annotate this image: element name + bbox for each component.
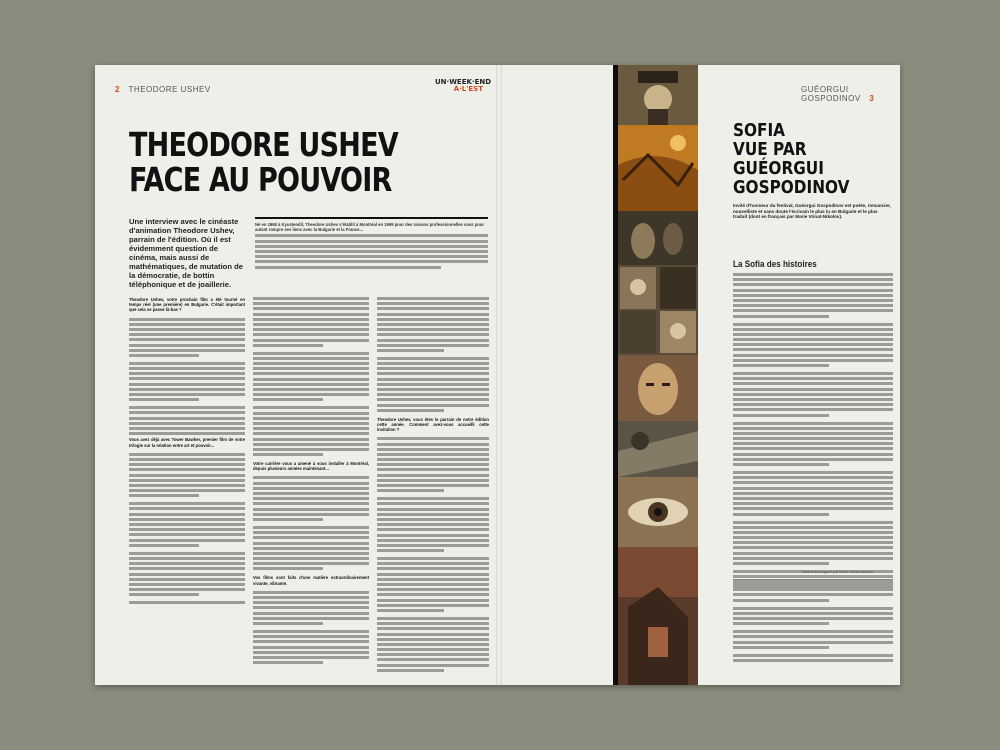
body-text-line: [253, 367, 369, 370]
body-text-line: [733, 447, 893, 450]
body-text-line: [377, 658, 489, 661]
body-text-line: [733, 453, 893, 456]
body-text-line: [253, 307, 369, 310]
running-header: THEODORE USHEV: [128, 85, 211, 94]
body-text-line: [733, 408, 893, 411]
body-text-line: [733, 382, 893, 385]
question-5: Theodore Ushev, vous êtes le parrain de notre édition cette année. Comment avez-vous accueilli cette invitation ?: [377, 416, 489, 433]
body-text-line: [733, 333, 893, 336]
body-text-line: [733, 338, 893, 341]
body-text-line: [129, 507, 245, 510]
title-line-2: VUE PAR: [733, 139, 807, 160]
intro-paragraph: [255, 217, 488, 271]
body-text-line: [733, 492, 893, 495]
body-text-line: [733, 294, 893, 297]
footnote-rule: [733, 579, 893, 580]
body-text-line: [733, 422, 893, 425]
body-text-line: [253, 357, 369, 360]
body-text-line: [733, 463, 829, 466]
body-text-line: [377, 437, 489, 440]
body-text-line: [733, 531, 893, 534]
body-text-line: [253, 302, 369, 305]
body-text-line: [253, 542, 369, 545]
question-2: Vous avez déjà avec Tower Bawher, premier film de votre trilogie sur la relation entre art et pouvoir...: [129, 437, 245, 448]
body-text-line: [733, 588, 893, 591]
body-text-line: [129, 411, 245, 414]
body-text-line: [733, 427, 893, 430]
body-text-line: [377, 383, 489, 386]
body-text-line: [253, 622, 323, 625]
body-text-line: [253, 297, 369, 300]
body-text-line: [733, 359, 893, 362]
body-text-line: [733, 654, 893, 657]
body-text-line: [129, 601, 245, 604]
body-text-line: [377, 339, 489, 342]
body-text-line: [253, 378, 369, 381]
body-text-line: [377, 357, 489, 360]
body-text-line: [377, 638, 489, 641]
body-text-line: [129, 417, 245, 420]
pic-man-hat: [618, 65, 698, 125]
body-text-line: [377, 393, 489, 396]
left-folio: [115, 85, 211, 94]
body-text-line: [733, 432, 893, 435]
body-text-line: [733, 273, 893, 276]
body-text-line: [377, 648, 489, 651]
body-text-line: [733, 278, 893, 281]
body-text-line: [733, 507, 893, 510]
body-text-line: [129, 427, 245, 430]
body-text-line: [377, 479, 489, 482]
body-text-line: [377, 544, 489, 547]
body-text-line: [733, 622, 829, 625]
title-line-1: THEODORE USHEV: [129, 125, 398, 164]
right-page: [501, 65, 900, 685]
festival-logo: [435, 78, 492, 93]
body-text-line: [377, 302, 489, 305]
body-text-line: [253, 601, 369, 604]
body-text-line: [129, 338, 245, 341]
body-text-line: [253, 453, 323, 456]
body-text-line: [733, 315, 829, 318]
pic-eye: [618, 477, 698, 547]
body-text-line: [733, 323, 893, 326]
body-text-line: [129, 383, 245, 386]
body-text-line: [129, 484, 245, 487]
title-line-3: GUÉORGUI: [733, 158, 824, 179]
body-text-line: [377, 489, 444, 492]
body-text-line: [253, 383, 369, 386]
body-text-line: [377, 588, 489, 591]
body-text-line: [377, 372, 489, 375]
body-text-line: [129, 533, 245, 536]
intro-paragraph: Invité d'honneur du festival, Guéorgui Gospodinov est poète, romancier, nouvelliste et sans doute l'écrivain le plus lu en Bulgarie et le plus traduit (dont en français par Marie Vrinat-Nikolov).: [733, 203, 891, 220]
body-text-line: [129, 406, 245, 409]
body-text-line: [377, 468, 489, 471]
body-text-line: [377, 378, 489, 381]
body-text-line: [377, 443, 489, 446]
body-text-line: [733, 481, 893, 484]
body-text-line: [733, 299, 893, 302]
body-text-line: [253, 372, 369, 375]
translation-credit: Traduit du bulgare par Marie Vrinat-Nikolov: [801, 570, 874, 574]
body-text-line: [253, 393, 369, 396]
pic-abstract: [618, 421, 698, 477]
body-text-line: [733, 414, 829, 417]
body-text-line: [253, 313, 369, 316]
body-text-line: [733, 630, 893, 633]
body-text-line: [377, 578, 489, 581]
body-text-line: [253, 492, 369, 495]
body-text-line: [377, 549, 444, 552]
body-text-line: [733, 393, 893, 396]
body-text-line: [253, 656, 369, 659]
page-number: 3: [869, 94, 875, 103]
body-text-line: [129, 523, 245, 526]
body-text-line: [129, 349, 245, 352]
body-text-line: [377, 528, 489, 531]
question-3: Votre carrière vous a amené à vous installer à Montréal, depuis plusieurs années maintenant...: [253, 461, 369, 472]
body-text-line: [253, 536, 369, 539]
body-text-line: [733, 471, 893, 474]
body-text-line: [377, 573, 489, 576]
body-text-line: [129, 544, 199, 547]
body-text-line: [733, 289, 893, 292]
body-text-line: [733, 283, 893, 286]
body-text-line: [129, 318, 245, 321]
body-text-line: [253, 333, 369, 336]
body-text-line: [129, 557, 245, 560]
body-text-line: [377, 297, 489, 300]
body-text-line: [733, 458, 893, 461]
body-text-line: [253, 606, 369, 609]
body-text-line: [733, 502, 893, 505]
body-text-line: [733, 398, 893, 401]
body-text-line: [253, 635, 369, 638]
body-text-line: [253, 630, 369, 633]
body-text-line: [377, 474, 489, 477]
body-text-line: [733, 641, 893, 644]
body-text-line: [377, 567, 489, 570]
body-text-line: [253, 362, 369, 365]
body-text-line: [377, 508, 489, 511]
body-text-line: [377, 617, 489, 620]
section-subhead: La Sofia des histoires: [733, 259, 817, 269]
body-text-line: [377, 557, 489, 560]
body-text-line: [377, 313, 489, 316]
body-text-line: [253, 651, 369, 654]
body-text-line: [377, 523, 489, 526]
body-text-line: [253, 412, 369, 415]
body-text-line: [129, 479, 245, 482]
body-text-line: [377, 367, 489, 370]
magazine-spread: [95, 65, 900, 685]
body-text-line: [253, 323, 369, 326]
body-text-line: [733, 388, 893, 391]
body-text-line: [129, 474, 245, 477]
body-text-line: [253, 508, 369, 511]
body-text-line: [253, 640, 369, 643]
body-text-line: [253, 417, 369, 420]
body-text-line: [377, 669, 444, 672]
body-text-line: [129, 367, 245, 370]
running-header: GUÉORGUI GOSPODINOV: [801, 85, 861, 103]
body-text-line: [377, 593, 489, 596]
body-text-line: [129, 562, 245, 565]
body-text-line: [129, 463, 245, 466]
body-text-line: [377, 453, 489, 456]
body-text-line: [377, 349, 444, 352]
title-line-1: SOFIA: [733, 120, 786, 141]
question-4: Vos films sont faits d'une matière extraordinairement vivante, vibrante.: [253, 575, 369, 586]
body-text-line: [253, 487, 369, 490]
body-text-line: [377, 627, 489, 630]
body-text-line: [129, 344, 245, 347]
body-text-line: [129, 372, 245, 375]
body-text-line: [377, 502, 489, 505]
body-text-line: [733, 513, 829, 516]
body-text-line: [733, 593, 893, 596]
body-text-line: [129, 578, 245, 581]
body-text-line: [253, 398, 323, 401]
body-text-line: [129, 573, 245, 576]
body-text-line: [733, 476, 893, 479]
body-text-line: [253, 502, 369, 505]
body-text-line: [253, 526, 369, 529]
body-text-line: [377, 463, 489, 466]
column-3: [377, 297, 489, 675]
logo-line-2: À·L'EST: [453, 85, 483, 93]
body-text-line: [377, 458, 489, 461]
body-text-line: [377, 604, 489, 607]
left-page: [95, 65, 497, 685]
column-2: [253, 297, 369, 675]
body-text-line: [129, 539, 245, 542]
body-text-line: [733, 364, 829, 367]
body-text-line: [377, 539, 489, 542]
body-text-line: [129, 377, 245, 380]
body-text-line: [253, 476, 369, 479]
body-text-line: [733, 526, 893, 529]
body-text-line: [377, 534, 489, 537]
body-text-line: [253, 557, 369, 560]
body-text-line: [129, 468, 245, 471]
body-text-line: [377, 328, 489, 331]
title-line-2: FACE AU POUVOIR: [129, 160, 392, 199]
body-text-line: [253, 344, 323, 347]
body-text-line: [733, 562, 829, 565]
intro-text: Né en 1968 à Kyustendil, Theodore Ushev s'établit à Montréal en 1999 pour des raisons professionnelles sans pour autant rompre ses liens avec la Bulgarie et la France...: [255, 222, 485, 233]
body-text-line: [253, 438, 369, 441]
body-text-line: [253, 552, 369, 555]
body-text-line: [253, 422, 369, 425]
body-text-line: [377, 333, 489, 336]
body-text-line: [253, 518, 323, 521]
body-text-line: [377, 323, 489, 326]
pic-portraits-grid: [618, 265, 698, 355]
body-text-line: [733, 348, 893, 351]
body-text-line: [253, 432, 369, 435]
body-text-line: [129, 588, 245, 591]
body-text-line: [377, 448, 489, 451]
body-text-line: [129, 567, 245, 570]
page-number: 2: [115, 85, 120, 94]
body-text-line: [733, 583, 893, 586]
body-text-line: [377, 599, 489, 602]
body-text-line: [733, 487, 893, 490]
body-text-line: [253, 318, 369, 321]
body-text-line: [733, 521, 893, 524]
body-text-line: [377, 497, 489, 500]
body-text-line: [377, 583, 489, 586]
body-text-line: [129, 354, 199, 357]
body-text-line: [129, 458, 245, 461]
body-text-line: [377, 643, 489, 646]
body-text-line: [377, 484, 489, 487]
body-text-line: [733, 599, 829, 602]
title-line-4: GOSPODINOV: [733, 177, 850, 198]
body-text-line: [129, 593, 199, 596]
body-text-line: [377, 609, 444, 612]
body-text-line: [129, 489, 245, 492]
body-text-line: [733, 541, 893, 544]
body-text-line: [129, 333, 245, 336]
body-text-line: [733, 546, 893, 549]
body-text-line: [733, 372, 893, 375]
body-text-line: [253, 339, 369, 342]
body-text-line: [377, 388, 489, 391]
body-text-line: [253, 328, 369, 331]
pic-orange-field: [618, 125, 698, 211]
body-text-line: [733, 612, 893, 615]
pic-red-scene: [618, 547, 698, 685]
body-text-line: [733, 377, 893, 380]
body-text-line: [253, 406, 369, 409]
body-text-line: [733, 536, 893, 539]
body-text-line: [733, 557, 893, 560]
body-text-line: [129, 432, 245, 435]
body-text-line: [377, 664, 489, 667]
body-text-line: [129, 422, 245, 425]
body-text-line: [253, 482, 369, 485]
body-text-line: [377, 344, 489, 347]
body-text-line: [377, 653, 489, 656]
question-1: Theodore Ushev, votre prochain film a été tourné en temps réel (une première) en Bulgarie. C'était important que cela se passe là-bas ?: [129, 297, 245, 313]
body-text-line: [129, 502, 245, 505]
article-title: [129, 127, 424, 197]
body-text-line: [253, 567, 323, 570]
article-lede: Une interview avec le cinéaste d'animation Theodore Ushev, parrain de l'édition. Où il est évidemment question de cinéma, mais aussi de mathématiques, de mutation de la démocratie, de bottin téléphonique et de joaillerie.: [129, 217, 243, 289]
body-text-line: [733, 617, 893, 620]
body-text-line: [129, 328, 245, 331]
body-text-line: [129, 393, 245, 396]
body-text-line: [129, 518, 245, 521]
body-text-line: [377, 409, 444, 412]
body-text-line: [733, 309, 893, 312]
body-text-line: [129, 362, 245, 365]
body-text-line: [733, 635, 893, 638]
body-text-line: [733, 552, 893, 555]
body-text-line: [733, 343, 893, 346]
body-text-line: [733, 354, 893, 357]
logo-line-1: UN·WEEK·END: [435, 78, 492, 86]
artwork-strip: [618, 65, 698, 685]
body-text-line: [129, 323, 245, 326]
body-text-line: [733, 304, 893, 307]
body-text-line: [733, 497, 893, 500]
body-text-line: [733, 646, 829, 649]
body-text-line: [377, 404, 489, 407]
body-text-line: [253, 596, 369, 599]
body-text-line: [253, 591, 369, 594]
body-text-line: [733, 403, 893, 406]
body-text-line: [253, 562, 369, 565]
body-text-line: [129, 552, 245, 555]
body-text-line: [377, 622, 489, 625]
body-text-line: [129, 528, 245, 531]
body-text-line: [733, 575, 893, 578]
body-text-line: [253, 661, 323, 664]
article-title: [733, 121, 869, 197]
pic-dark-figures: [618, 211, 698, 265]
right-folio: [801, 85, 900, 103]
body-text-line: [253, 531, 369, 534]
body-text-line: [377, 362, 489, 365]
body-text-line: [377, 518, 489, 521]
body-text-line: [253, 443, 369, 446]
body-text-line: [129, 398, 199, 401]
body-text-line: [253, 646, 369, 649]
body-text-line: [253, 427, 369, 430]
body-text-line: [377, 513, 489, 516]
body-text-line: [733, 328, 893, 331]
body-text-line: [253, 513, 369, 516]
body-text-line: [253, 388, 369, 391]
body-text-line: [253, 497, 369, 500]
body-text-line: [733, 437, 893, 440]
body-text-line: [377, 307, 489, 310]
body-text-line: [377, 562, 489, 565]
body-text-line: [377, 318, 489, 321]
body-text-line: [377, 633, 489, 636]
body-text-line: [377, 398, 489, 401]
body-text-line: [129, 494, 199, 497]
body-text-line: [129, 583, 245, 586]
body-text-line: [253, 448, 369, 451]
body-text-line: [129, 388, 245, 391]
body-text-line: [253, 612, 369, 615]
column-1: [129, 297, 245, 675]
body-text-line: [253, 352, 369, 355]
pic-face: [618, 355, 698, 421]
body-text-line: [733, 442, 893, 445]
body-text-line: [253, 547, 369, 550]
body-text-line: [129, 453, 245, 456]
body-text-line: [733, 659, 893, 662]
body-text-line: [733, 607, 893, 610]
body-text-line: [253, 617, 369, 620]
body-text-line: [129, 513, 245, 516]
footnotes: [733, 583, 893, 664]
